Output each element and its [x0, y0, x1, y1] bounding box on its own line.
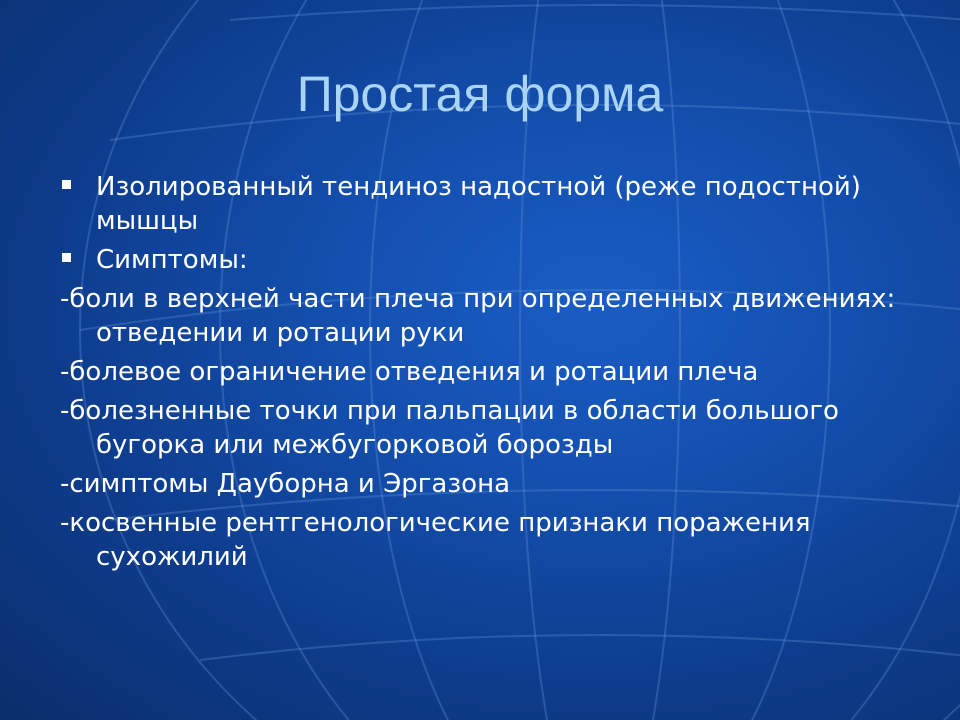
bullet-text: Изолированный тендиноз надостной (реже подостной) мышцы [96, 172, 861, 236]
bullet-item [60, 243, 920, 277]
symptom-line: -болезненные точки при пальпации в области большого бугорка или межбугорковой борозды [60, 396, 839, 460]
square-bullet-icon [62, 180, 71, 189]
bullet-text: Симптомы: [96, 245, 248, 275]
square-bullet-icon [62, 253, 71, 262]
slide-content [60, 170, 920, 579]
symptom-line: -косвенные рентгенологические признаки поражения сухожилий [60, 508, 811, 572]
symptom-line: -болевое ограничение отведения и ротации плеча [60, 357, 759, 387]
slide-title: Простая форма [296, 66, 664, 122]
symptom-line: -боли в верхней части плеча при определенных движениях: отведении и ротации руки [60, 284, 896, 348]
symptom-line: -симптомы Дауборна и Эргазона [60, 469, 510, 499]
bullet-item [60, 170, 920, 238]
